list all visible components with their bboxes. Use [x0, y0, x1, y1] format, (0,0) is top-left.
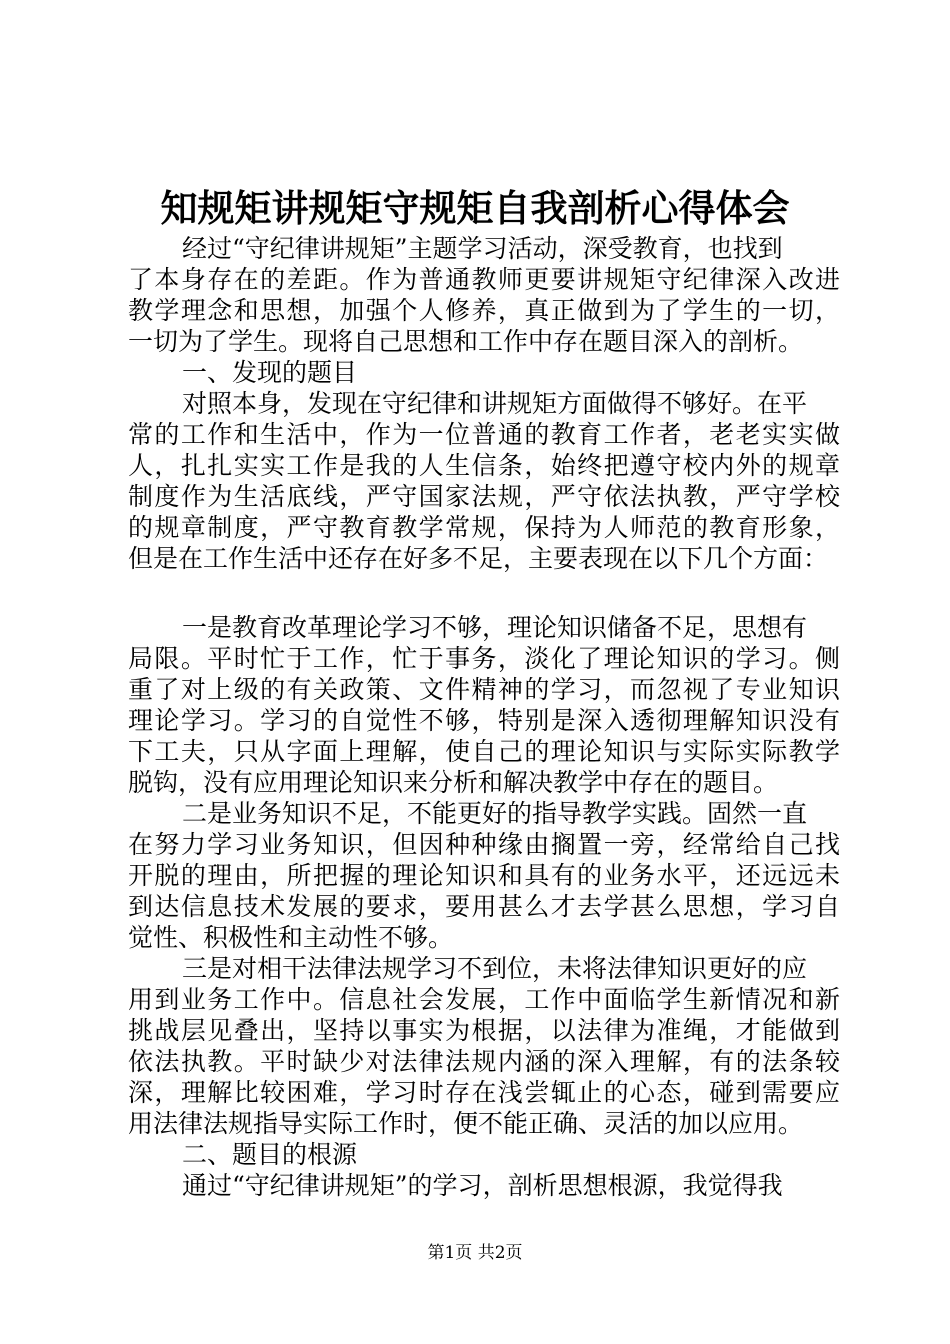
paragraph-line: 用法律法规指导实际工作时，便不能正确、灵活的加以应用。 [128, 1109, 804, 1138]
paragraph-line: 了本身存在的差距。作为普通教师更要讲规矩守纪律深入改进 [128, 265, 840, 294]
paragraph-line: 用到业务工作中。信息社会发展，工作中面临学生新情况和新 [128, 985, 840, 1014]
paragraph-line: 的规章制度，严守教育教学常规，保持为人师范的教育形象， [128, 513, 840, 542]
page-footer: 第1页 共2页 [427, 1243, 523, 1263]
paragraph-line: 下工夫，只从字面上理解，使自己的理论知识与实际实际教学 [128, 737, 840, 766]
paragraph-line: 深，理解比较困难，学习时存在浅尝辄止的心态，碰到需要应 [128, 1078, 840, 1107]
paragraph-line: 对照本身，发现在守纪律和讲规矩方面做得不够好。在平 [182, 389, 808, 418]
paragraph-line: 二是业务知识不足，不能更好的指导教学实践。固然一直 [182, 799, 808, 828]
document-title: 知规矩讲规矩守规矩自我剖析心得体会 [160, 186, 790, 230]
paragraph-line: 人，扎扎实实工作是我的人生信条，始终把遵守校内外的规章 [128, 451, 840, 480]
paragraph-line: 依法执教。平时缺少对法律法规内涵的深入理解，有的法条较 [128, 1047, 840, 1076]
paragraph-line: 脱钩，没有应用理论知识来分析和解决教学中存在的题目。 [128, 768, 779, 797]
paragraph-line: 理论学习。学习的自觉性不够，特别是深入透彻理解知识没有 [128, 706, 840, 735]
section-heading: 一、发现的题目 [182, 358, 358, 387]
document-body [128, 233, 840, 1201]
paragraph-line: 到达信息技术发展的要求，要用甚么才去学甚么思想，学习自 [128, 892, 840, 921]
paragraph-line: 三是对相干法律法规学习不到位，未将法律知识更好的应 [182, 954, 808, 983]
paragraph-line: 制度作为生活底线，严守国家法规，严守依法执教，严守学校 [128, 482, 840, 511]
paragraph-line: 通过“守纪律讲规矩”的学习，剖析思想根源，我觉得我 [182, 1171, 783, 1200]
paragraph-line: 觉性、积极性和主动性不够。 [128, 923, 454, 952]
paragraph-line: 常的工作和生活中，作为一位普通的教育工作者，老老实实做 [128, 420, 840, 449]
paragraph-line: 重了对上级的有关政策、文件精神的学习，而忽视了专业知识 [128, 675, 840, 704]
paragraph-gap [128, 574, 840, 612]
paragraph-line: 局限。平时忙于工作，忙于事务，淡化了理论知识的学习。侧 [128, 644, 840, 673]
paragraph-line: 在努力学习业务知识，但因种种缘由搁置一旁，经常给自己找 [128, 830, 840, 859]
paragraph-line: 教学理念和思想，加强个人修养，真正做到为了学生的一切， [128, 296, 840, 325]
paragraph-line: 一切为了学生。现将自己思想和工作中存在题目深入的剖析。 [128, 327, 804, 356]
section-heading: 二、题目的根源 [182, 1140, 358, 1169]
paragraph-line: 一是教育改革理论学习不够，理论知识储备不足，思想有 [182, 613, 808, 642]
paragraph-line: 经过“守纪律讲规矩”主题学习活动，深受教育，也找到 [182, 234, 783, 263]
paragraph-line: 但是在工作生活中还存在好多不足，主要表现在以下几个方面： [128, 544, 829, 573]
paragraph-line: 挑战层见叠出，坚持以事实为根据，以法律为准绳，才能做到 [128, 1016, 840, 1045]
paragraph-line: 开脱的理由，所把握的理论知识和具有的业务水平，还远远未 [128, 861, 840, 890]
